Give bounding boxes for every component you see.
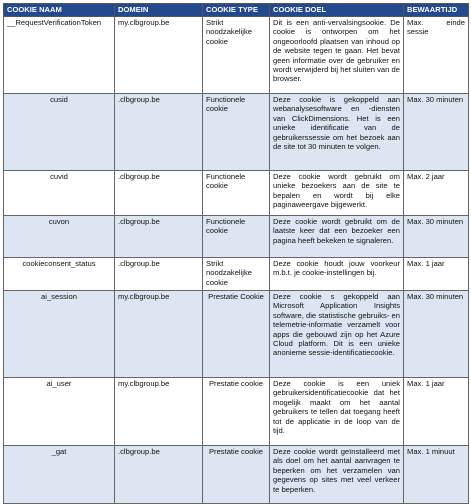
- type-cell: Functionele cookie: [203, 94, 270, 171]
- header-expiry: BEWAARTIJD: [404, 4, 469, 17]
- table-row: [4, 171, 469, 216]
- type-cell: Functionele cookie: [203, 216, 270, 258]
- domain-cell: .clbgroup.be: [115, 446, 203, 504]
- cookie-name-cell: ai_session: [4, 291, 115, 378]
- expiry-cell: Max. 30 minuten: [404, 216, 469, 258]
- expiry-cell: Max. 2 jaar: [404, 171, 469, 216]
- table-row: [4, 17, 469, 94]
- domain-cell: .clbgroup.be: [115, 94, 203, 171]
- expiry-cell: Max. einde sessie: [404, 17, 469, 94]
- purpose-cell: Deze cookie wordt geïnstalleerd met als doel om het aantal aanvragen te beperken om het verzamelen van gegevens op sites met veel verkeer te beperken.: [270, 446, 404, 504]
- purpose-cell: Deze cookie houdt jouw voorkeur m.b.t. je cookie-instellingen bij.: [270, 258, 404, 291]
- type-cell: Prestatie cookie: [203, 378, 270, 446]
- domain-cell: .clbgroup.be: [115, 216, 203, 258]
- type-cell: Functionele cookie: [203, 171, 270, 216]
- cookie-name-cell: cuvid: [4, 171, 115, 216]
- cookie-name-cell: _gat: [4, 446, 115, 504]
- domain-cell: my.clbgroup.be: [115, 17, 203, 94]
- cookie-name-cell: cusid: [4, 94, 115, 171]
- type-cell: Prestatie cookie: [203, 446, 270, 504]
- type-cell: Strikt noodzakelijke cookie: [203, 258, 270, 291]
- header-cookie-name: COOKIE NAAM: [4, 4, 115, 17]
- table-row: [4, 291, 469, 378]
- expiry-cell: Max. 1 jaar: [404, 378, 469, 446]
- purpose-cell: Deze cookie is een uniek gebruikersidentificatiecookie dat het mogelijk maakt om het aantal gebruikers te tellen dat toegang heeft tot de applicatie in de loop van de tijd.: [270, 378, 404, 446]
- purpose-cell: Dit is een anti-vervalsingsookie. De cookie is ontworpen om het ongeoorloofd plaatsen van inhoud op de website tegen te gaan. Het bevat geen informatie over de gebruiker en wordt verwijderd bij het sluiten van de browser.: [270, 17, 404, 94]
- header-cookie-purpose: COOKIE DOEL: [270, 4, 404, 17]
- expiry-cell: Max. 30 minuten: [404, 94, 469, 171]
- header-row: [4, 4, 469, 17]
- domain-cell: my.clbgroup.be: [115, 291, 203, 378]
- type-cell: Prestatie Cookie: [203, 291, 270, 378]
- type-cell: Strikt noodzakelijke cookie: [203, 17, 270, 94]
- header-cookie-type: COOKIE TYPE: [203, 4, 270, 17]
- header-domain: DOMEIN: [115, 4, 203, 17]
- cookie-name-cell: __RequestVerificationToken: [4, 17, 115, 94]
- table-row: [4, 258, 469, 291]
- domain-cell: .clbgroup.be: [115, 258, 203, 291]
- table-row: [4, 378, 469, 446]
- expiry-cell: Max. 1 minuut: [404, 446, 469, 504]
- table-row: [4, 94, 469, 171]
- purpose-cell: Deze cookie wordt gebruikt om de laatste keer dat een bezoeker een pagina heeft bekeken te signaleren.: [270, 216, 404, 258]
- expiry-cell: Max. 1 jaar: [404, 258, 469, 291]
- cookie-name-cell: cuvon: [4, 216, 115, 258]
- cookie-table: [3, 3, 469, 504]
- table-row: [4, 216, 469, 258]
- purpose-cell: Deze cookie is gekoppeld aan webanalysesoftware en -diensten van ClickDimensions. Het is een unieke identificatie van de gebruikerssessie om het bezoek aan de site tot 30 minuten te volgen.: [270, 94, 404, 171]
- purpose-cell: Deze cookie s gekoppeld aan Microsoft Application Insights software, die statistische gebruiks- en telemetrie-informatie verzamelt voor apps die gebouwd zijn op het Azure Cloud platform. Dit is een unieke anonieme sessie-identificatiecookie.: [270, 291, 404, 378]
- expiry-cell: Max. 30 minuten: [404, 291, 469, 378]
- cookie-name-cell: cookieconsent_status: [4, 258, 115, 291]
- domain-cell: my.clbgroup.be: [115, 378, 203, 446]
- domain-cell: .clbgroup.be: [115, 171, 203, 216]
- table-row: [4, 446, 469, 504]
- cookie-name-cell: ai_user: [4, 378, 115, 446]
- purpose-cell: Deze cookie wordt gebruikt om unieke bezoekers aan de site te bepalen en wordt bij elke paginaweergave bijgewerkt.: [270, 171, 404, 216]
